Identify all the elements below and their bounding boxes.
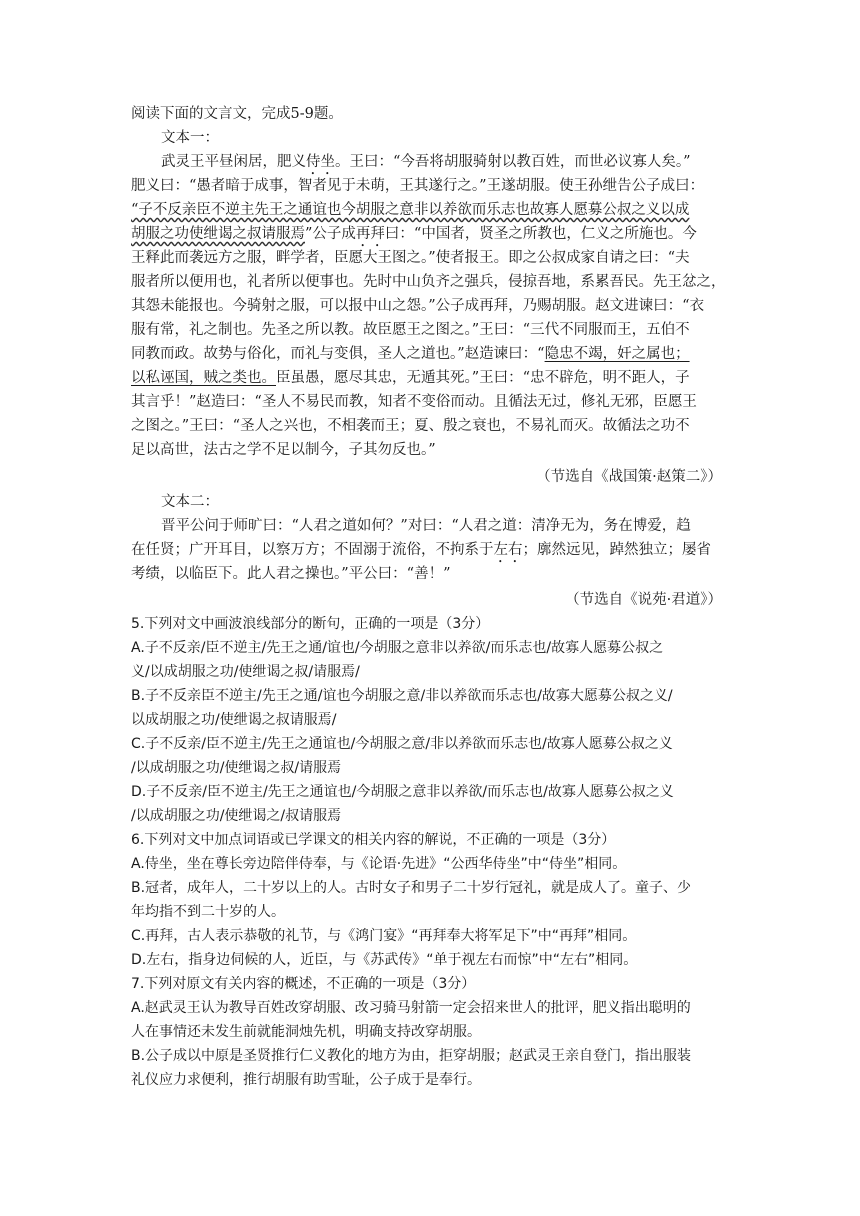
text1-line: 王释此而袭远方之服，畔学者，臣愿大王图之。”使者报王。即之公叔成家自请之曰：“夫 (131, 250, 690, 266)
q5-option-c-cont: /以成胡服之功/使绁谒之叔/请服焉 (131, 760, 342, 776)
q6-option-b: B.冠者，成年人，二十岁以上的人。古时女子和男子二十岁行冠礼，就是成人了。童子、少 (131, 880, 692, 896)
text-run: 。王曰：“今吾将胡服骑射以教百姓，而世必议寡人矣。” (335, 154, 691, 170)
text-run: ”公子成 (305, 226, 356, 242)
dotted-word: 左右 (493, 542, 523, 558)
text2-source: （节选自《说苑·君道》） (565, 592, 722, 608)
dotted-word: 再拜 (355, 226, 385, 242)
q5-option-d: D.子不反亲/臣不逆主/先王之通谊也/今胡服之意非以养欲/而乐志也/故寡人愿募公叔之义 (131, 784, 674, 800)
text1-line (131, 368, 690, 388)
q5-option-b: B.子不反亲臣不逆主/先王之通/谊也今胡服之意/非以养欲而乐志也/故寡大愿募公叔之义/ (131, 688, 673, 704)
underlined-text: 以私诬国，贼之类也。 (131, 370, 276, 386)
q5-option-c: C.子不反亲/臣不逆主/先王之通谊也/今胡服之意/非以养欲而乐志也/故寡人愿募公叔之义 (131, 736, 673, 752)
text1-line (131, 224, 697, 250)
text1-line: 其言乎！”赵造曰：“圣人不易民而教，知者不变俗而动。且循法无过，修礼无邪，臣愿王 (131, 394, 697, 410)
q6-option-b-cont: 年均指不到二十岁的人。 (131, 904, 285, 920)
text-run: 曰：“中国者，贤圣之所教也，仁义之所施也。今 (384, 226, 697, 242)
q7-option-b: B.公子成以中原是圣贤推行仁义教化的地方为由，拒穿胡服；赵武灵王亲自登门，指出服装 (131, 1048, 692, 1064)
q5-option-a: A.子不反亲/臣不逆主/先王之通/谊也/今胡服之意非以养欲/而乐志也/故寡人愿募公叔之 (131, 640, 664, 656)
q7-option-a-cont: 人在事情还未发生前就能洞烛先机，明确支持改穿胡服。 (131, 1024, 481, 1040)
wavy-underlined-text: 胡服之功使绁谒之叔请服焉 (131, 226, 305, 242)
q5-option-d-cont: /以成胡服之功/使绁谒之/叔请服焉 (131, 808, 342, 824)
text-run: 臣虽愚，愿尽其忠，无遁其死。”王曰：“忠不辟危，明不距人，子 (276, 370, 690, 386)
text-run: 在任贤；广开耳目，以察万方；不固溺于流俗，不拘系于 (131, 542, 494, 558)
underlined-text: 隐忠不竭，奸之属也； (544, 346, 690, 362)
wavy-underlined-line: “子不反亲臣不逆主先王之通谊也今胡服之意非以养欲而乐志也故寡人愿募公叔之义以成 (131, 202, 690, 218)
text-run: 同教而政。故势与俗化，而礼与变俱，圣人之道也。”赵造谏曰：“ (131, 346, 545, 362)
text1-line: 其怨未能报也。今骑射之服，可以报中山之怨。”公子成再拜，乃赐胡服。赵文进谏曰：“衣 (131, 298, 705, 314)
q5-option-a-cont: 义/以成胡服之功/使绁谒之叔/请服焉/ (131, 664, 360, 680)
intro-instruction: 阅读下面的文言文，完成5-9题。 (131, 106, 343, 122)
text1-source: （节选自《战国策·赵策二》） (536, 469, 722, 485)
question-6-stem: 6.下列对文中加点词语或已学课文的相关内容的解说，不正确的一项是（3分） (131, 832, 616, 848)
text1-line (161, 152, 691, 178)
q6-option-a: A.侍坐，坐在尊长旁边陪伴侍奉，与《论语·先进》“公西华侍坐”中“侍坐”相同。 (131, 856, 627, 872)
text1-line (131, 344, 690, 364)
question-5-stem: 5.下列对文中画波浪线部分的断句，正确的一项是（3分） (131, 616, 490, 632)
text1-line: 服者所以便用也，礼者所以便事也。先时中山负齐之强兵，侵掠吾地，系累吾民。先王忿之， (131, 274, 726, 290)
dotted-word: 侍坐 (306, 154, 335, 170)
text2-line (131, 540, 711, 566)
text2-line: 考绩，以临臣下。此人君之操也。”平公曰：“善！” (131, 566, 451, 582)
text1-line: 之图之。”王曰：“圣人之兴也，不相袭而王；夏、殷之衰也，不易礼而灭。故循法之功不 (131, 418, 690, 434)
q6-option-c: C.再拜，古人表示恭敬的礼节，与《鸿门宴》“再拜奉大将军足下”中“再拜”相同。 (131, 928, 637, 944)
text2-line: 晋平公问于师旷曰：“人君之道如何？”对曰：“人君之道：清净无为，务在博爱，趋 (161, 518, 691, 534)
text1-line: 服有常，礼之制也。先圣之所以教。故臣愿王之图之。”王曰：“三代不同服而王，五伯不 (131, 322, 690, 338)
text1-line: 肥义曰：“愚者暗于成事，智者见于未萌，王其遂行之。”王遂胡服。使王孙绁告公子成曰： (131, 178, 705, 194)
text1-line: 足以高世，法古之学不足以制今，子其勿反也。” (131, 442, 436, 458)
text2-heading: 文本二： (161, 494, 219, 510)
text-run: ；廓然远见，踔然独立；屡省 (522, 542, 711, 558)
q5-option-b-cont: 以成胡服之功/使绁谒之叔请服焉/ (131, 712, 337, 728)
text-run: 武灵王平昼闲居，肥义 (161, 154, 306, 170)
q7-option-b-cont: 礼仪应力求便利，推行胡服有助雪耻，公子成于是奉行。 (131, 1072, 481, 1088)
q7-option-a: A.赵武灵王认为教导百姓改穿胡服、改习骑马射箭一定会招来世人的批评，肥义指出聪明的 (131, 1000, 691, 1016)
q6-option-d: D.左右，指身边伺候的人，近臣，与《苏武传》“单于视左右而惊”中“左右”相同。 (131, 952, 638, 968)
text1-heading: 文本一： (161, 130, 219, 146)
question-7-stem: 7.下列对原文有关内容的概述，不正确的一项是（3分） (131, 976, 476, 992)
